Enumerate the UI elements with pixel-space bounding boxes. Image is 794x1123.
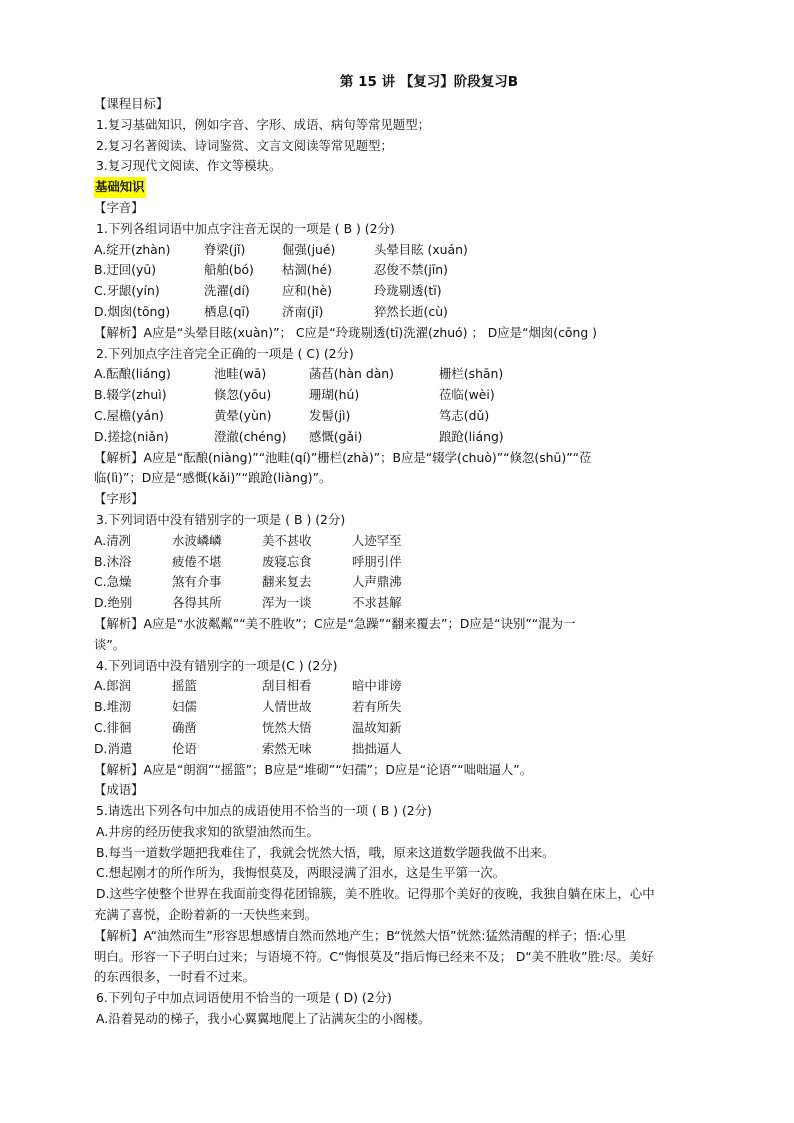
option-cell: 澄澈(chéng) — [214, 428, 287, 444]
analysis-text: 【解析】A应是“水波粼粼”“美不胜收”；C应是“急躁”“翻来覆去”；D应是“诀别”“混为一 — [94, 615, 576, 631]
option-sentence: C.想起刚才的所作所为，我悔恨莫及，两眼浸满了泪水，这是生平第一次。 — [96, 865, 506, 881]
option-cell: 人声鼎沸 — [352, 574, 402, 590]
option-row — [94, 406, 734, 427]
option-cell: 玲珑剔透(tī) — [374, 283, 442, 299]
option-cell: 拙拙逼人 — [352, 740, 402, 756]
option-sentence: B.每当一道数学题把我难住了，我就会恍然大悟，哦，原来这道数学题我做不出来。 — [96, 844, 555, 860]
option-cell: 应和(hè) — [282, 283, 332, 299]
option-cell: 若有所失 — [352, 699, 402, 715]
option-cell: 废寝忘食 — [262, 553, 312, 569]
option-cell: 笃志(dǔ) — [439, 407, 490, 423]
option-cell: 确凿 — [172, 719, 197, 735]
option-cell: 忍俊不禁(jīn) — [374, 262, 448, 278]
page-title: 第 15 讲 【复习】阶段复习B — [339, 74, 519, 90]
option-cell: B.辍学(zhuì) — [94, 387, 167, 403]
question-stem: 3.下列词语中没有错别字的一项是 ( B ) (2分) — [96, 511, 346, 527]
option-cell: 不求甚解 — [352, 595, 402, 611]
option-cell: 恍然大悟 — [262, 719, 312, 735]
option-cell: C.徘徊 — [94, 719, 132, 735]
analysis-text: 【解析】A应是“头晕目眩(xuàn)”； C应是“玲珑剔透(tī)洗濯(zhuó) ； D应是“烟囱(cōng ) — [94, 324, 597, 340]
option-cell: 脊梁(jǐ) — [204, 241, 246, 257]
option-cell: 人情世故 — [262, 699, 312, 715]
option-cell: C.急燥 — [94, 574, 132, 590]
option-row — [94, 240, 734, 261]
goal-item: 3.复习现代文阅读、作文等模块。 — [96, 158, 282, 174]
option-sentence: 充满了喜悦，企盼着新的一天快些来到。 — [94, 907, 318, 923]
option-cell: 摇篮 — [172, 678, 197, 694]
analysis-text: 【解析】A应是“朗润”“摇篮”；B应是“堆砌”“妇孺”；D应是“论语”“咄咄逼人”。 — [94, 761, 533, 777]
option-cell: B.迂回(yū) — [94, 262, 157, 278]
option-cell: 发髻(jì) — [309, 407, 351, 423]
option-row — [94, 385, 734, 406]
option-cell: 浑为一谈 — [262, 595, 312, 611]
option-cell: 呼朋引伴 — [352, 553, 402, 569]
option-cell: 翻来复去 — [262, 574, 312, 590]
document-page — [94, 70, 734, 1030]
question-stem: 4.下列词语中没有错别字的一项是(C ) (2分) — [96, 657, 338, 673]
option-cell: 菡萏(hàn dàn) — [309, 366, 394, 382]
option-cell: D.搓捻(niǎn) — [94, 428, 169, 444]
option-cell: A.绽开(zhàn) — [94, 241, 171, 257]
option-cell: 暗中诽谤 — [352, 678, 402, 694]
option-cell: 伦语 — [172, 740, 197, 756]
option-sentence: A.沿着晃动的梯子，我小心翼翼地爬上了沾满灰尘的小阁楼。 — [96, 1011, 431, 1027]
zi-xing-label: 【字形】 — [94, 491, 144, 507]
option-cell: 温故知新 — [352, 719, 402, 735]
option-cell: 感慨(gǎi) — [309, 428, 363, 444]
option-cell: 莅临(wèi) — [439, 387, 495, 403]
option-row — [94, 552, 734, 573]
analysis-text: 【解析】A“油然而生”形容思想感情自然而然地产生；B“恍然大悟”恍然:猛然清醒的样子；悟:心里 — [94, 927, 626, 943]
option-cell: 珊瑚(hú) — [309, 387, 360, 403]
analysis-text: 【解析】A应是“酝酿(niàng)”“池畦(qí)”栅栏(zhà)”；B应是“辍学(chuò)”“倏忽(shū)”“莅 — [94, 449, 592, 465]
option-cell: 猝然长逝(cù) — [374, 303, 448, 319]
option-cell: 池畦(wā) — [214, 366, 267, 382]
option-row — [94, 676, 734, 697]
option-cell: 美不甚收 — [262, 532, 312, 548]
option-cell: C.屋檐(yán) — [94, 407, 164, 423]
option-cell: 刮目相看 — [262, 678, 312, 694]
question-stem: 5.请选出下列各句中加点的成语使用不恰当的一项 ( B ) (2分) — [96, 803, 432, 819]
section-basic-heading: 基础知识 — [94, 177, 146, 198]
option-cell: 枯涸(hé) — [282, 262, 332, 278]
option-row — [94, 697, 734, 718]
option-cell: C.牙龈(yín) — [94, 283, 160, 299]
goal-item: 2.复习名著阅读、诗词鉴赏、文言文阅读等常见题型； — [96, 137, 393, 153]
option-cell: 各得其所 — [172, 595, 222, 611]
option-cell: D.绝别 — [94, 595, 133, 611]
question-stem: 1.下列各组词语中加点字注音无误的一项是 ( B ) (2分) — [96, 220, 395, 236]
option-cell: 人迹罕至 — [352, 532, 402, 548]
option-cell: 船舶(bó) — [204, 262, 254, 278]
option-cell: 倏忽(yōu) — [214, 387, 272, 403]
cheng-yu-label: 【成语】 — [94, 782, 144, 798]
option-row — [94, 302, 734, 323]
option-cell: 济南(jǐ) — [282, 303, 324, 319]
goals-label: 【课程目标】 — [94, 96, 169, 111]
option-cell: 妇儒 — [172, 699, 197, 715]
option-cell: 栅栏(shān) — [439, 366, 504, 382]
option-cell: A.酝酿(liáng) — [94, 366, 171, 382]
option-cell: A.清冽 — [94, 532, 131, 548]
analysis-text: 明白。形容一下子明白过来；与语境不符。C“悔恨莫及”指后悔已经来不及； D“美不胜收”胜:尽。美好 — [94, 948, 654, 964]
option-cell: D.消遣 — [94, 740, 133, 756]
option-row — [94, 260, 734, 281]
option-row — [94, 427, 734, 448]
option-row — [94, 364, 734, 385]
option-row — [94, 281, 734, 302]
analysis-text: 的东西很多，一时看不过来。 — [94, 969, 256, 985]
option-row — [94, 572, 734, 593]
option-cell: 煞有介事 — [172, 574, 222, 590]
option-cell: 索然无味 — [262, 740, 312, 756]
option-cell: B.沐浴 — [94, 553, 132, 569]
analysis-text: 谈”。 — [94, 636, 126, 652]
option-cell: 疲倦不堪 — [172, 553, 222, 569]
option-cell: 水波嶙嶙 — [172, 532, 222, 548]
option-sentence: D.这些字使整个世界在我面前变得花团锦簇，美不胜收。记得那个美好的夜晚，我独自躺在床上，心中 — [96, 886, 655, 902]
question-stem: 6.下列句子中加点词语使用不恰当的一项是 ( D) (2分) — [96, 990, 392, 1006]
zi-yin-label: 【字音】 — [94, 199, 144, 215]
option-row — [94, 531, 734, 552]
option-row — [94, 718, 734, 739]
option-cell: 倔强(jué) — [282, 241, 336, 257]
option-cell: B.堆沏 — [94, 699, 132, 715]
option-sentence: A.井房的经历使我求知的欲望油然而生。 — [96, 823, 319, 839]
option-row — [94, 593, 734, 614]
option-cell: 黄晕(yùn) — [214, 407, 272, 423]
analysis-text: 临(lì)”；D应是“感慨(kǎi)”“踉跄(liàng)”。 — [94, 470, 332, 486]
option-row — [94, 739, 734, 760]
goal-item: 1.复习基础知识，例如字音、字形、成语、病句等常见题型； — [96, 116, 430, 132]
option-cell: D.烟囱(tōng) — [94, 303, 171, 319]
question-stem: 2.下列加点字注音完全正确的一项是 ( C) (2分) — [96, 345, 354, 361]
option-cell: 头晕目眩 (xuán) — [374, 241, 468, 257]
option-cell: 踉跄(liáng) — [439, 428, 504, 444]
option-cell: 洗濯(dí) — [204, 283, 250, 299]
option-cell: 栖息(qī) — [204, 303, 250, 319]
option-cell: A.郎润 — [94, 678, 131, 694]
